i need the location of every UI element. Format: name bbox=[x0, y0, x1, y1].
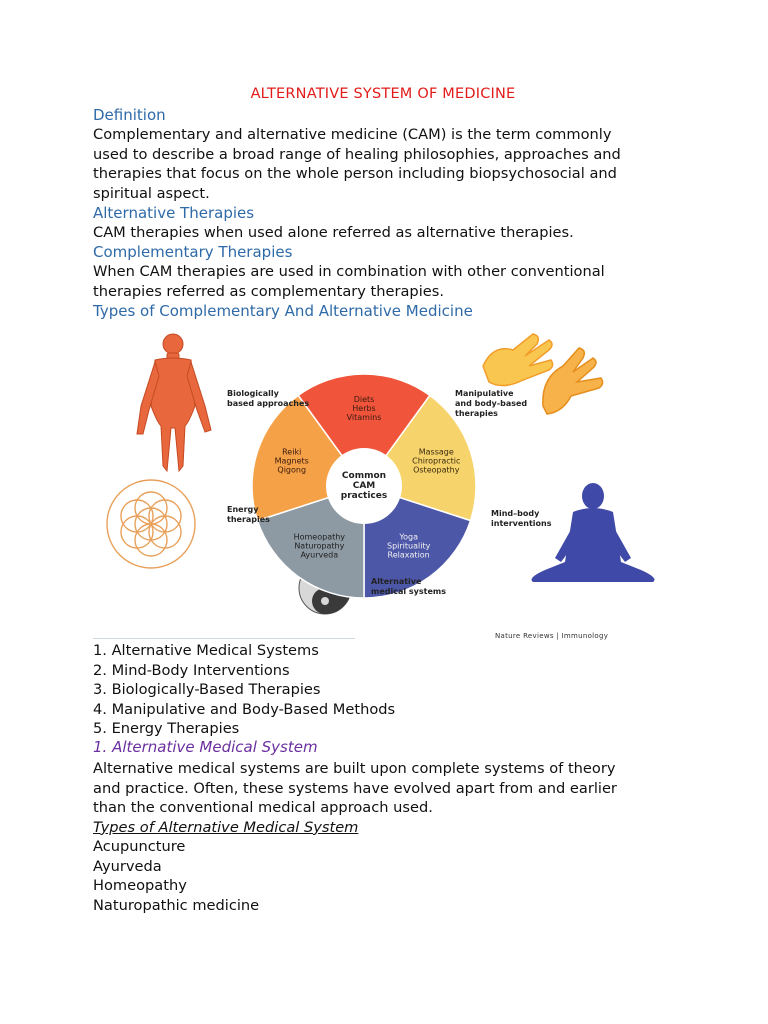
list-item: 3. Biologically-Based Therapies bbox=[93, 681, 321, 699]
wheel-center-label: Common CAM practices bbox=[340, 471, 388, 501]
callout-alternative: Alternative medical systems bbox=[371, 577, 446, 596]
types-list bbox=[93, 641, 395, 739]
definition-paragraph bbox=[93, 125, 673, 203]
definition-line: therapies that focus on the whole person including biopsychosocial and bbox=[93, 165, 617, 183]
complementary-line: therapies referred as complementary therapies. bbox=[93, 282, 444, 300]
callout-manipulative: Manipulative and body-based therapies bbox=[455, 389, 528, 418]
human-body-icon bbox=[137, 334, 211, 471]
list-item: 5. Energy Therapies bbox=[93, 720, 240, 738]
section1-heading: 1. Alternative Medical System bbox=[93, 738, 318, 756]
list-item: 4. Manipulative and Body-Based Methods bbox=[93, 700, 396, 718]
callout-biological: Biologically based approaches bbox=[227, 389, 310, 408]
definition-line: Complementary and alternative medicine (CAM) is the term commonly bbox=[93, 126, 612, 143]
cam-figure bbox=[93, 326, 673, 642]
definition-line: used to describe a broad range of healing philosophies, approaches and bbox=[93, 145, 621, 163]
section1-line: than the conventional medical approach used. bbox=[93, 799, 433, 817]
energy-pattern-icon bbox=[107, 480, 195, 568]
list-item: 2. Mind-Body Interventions bbox=[93, 661, 290, 679]
segment-label: Reiki Magnets Qigong bbox=[274, 447, 309, 475]
list-item: Homeopathy bbox=[93, 877, 187, 895]
segment-label: Massage Chiropractic Osteopathy bbox=[412, 447, 461, 475]
section1-paragraph bbox=[93, 759, 673, 837]
segment-label: Yoga Spirituality Relaxation bbox=[387, 532, 431, 560]
section1-line: and practice. Often, these systems have evolved apart from and earlier bbox=[93, 779, 617, 797]
section1-subheading: Types of Alternative Medical System bbox=[93, 818, 359, 836]
segment-label: Diets Herbs Vitamins bbox=[346, 395, 382, 422]
definition-heading: Definition bbox=[93, 106, 166, 124]
list-item: Naturopathic medicine bbox=[93, 896, 260, 914]
callout-energy: Energy therapies bbox=[227, 505, 270, 524]
alternative-therapies-heading: Alternative Therapies bbox=[93, 204, 255, 222]
list-item: Ayurveda bbox=[93, 857, 162, 875]
callout-mind-body: Mind–body interventions bbox=[491, 509, 552, 528]
page-title: ALTERNATIVE SYSTEM OF MEDICINE bbox=[250, 86, 516, 102]
segment-label: Homeopathy Naturopathy Ayurveda bbox=[293, 532, 346, 560]
cam-diagram bbox=[93, 326, 673, 642]
figure-divider bbox=[93, 638, 355, 639]
complementary-line: When CAM therapies are used in combination with other conventional bbox=[93, 263, 605, 280]
list-item: 1. Alternative Medical Systems bbox=[93, 642, 319, 659]
meditation-icon bbox=[532, 483, 655, 582]
figure-caption: Nature Reviews | Immunology bbox=[495, 632, 609, 640]
types-heading: Types of Complementary And Alternative Medicine bbox=[93, 302, 473, 320]
alt-systems-list bbox=[93, 837, 259, 915]
definition-line: spiritual aspect. bbox=[93, 184, 210, 202]
alternative-therapies-text: CAM therapies when used alone referred as alternative therapies. bbox=[93, 224, 574, 241]
complementary-therapies-heading: Complementary Therapies bbox=[93, 243, 293, 261]
list-item: Acupuncture bbox=[93, 838, 186, 855]
section1-line: Alternative medical systems are built upon complete systems of theory bbox=[93, 760, 616, 777]
complementary-therapies-paragraph bbox=[93, 262, 673, 301]
